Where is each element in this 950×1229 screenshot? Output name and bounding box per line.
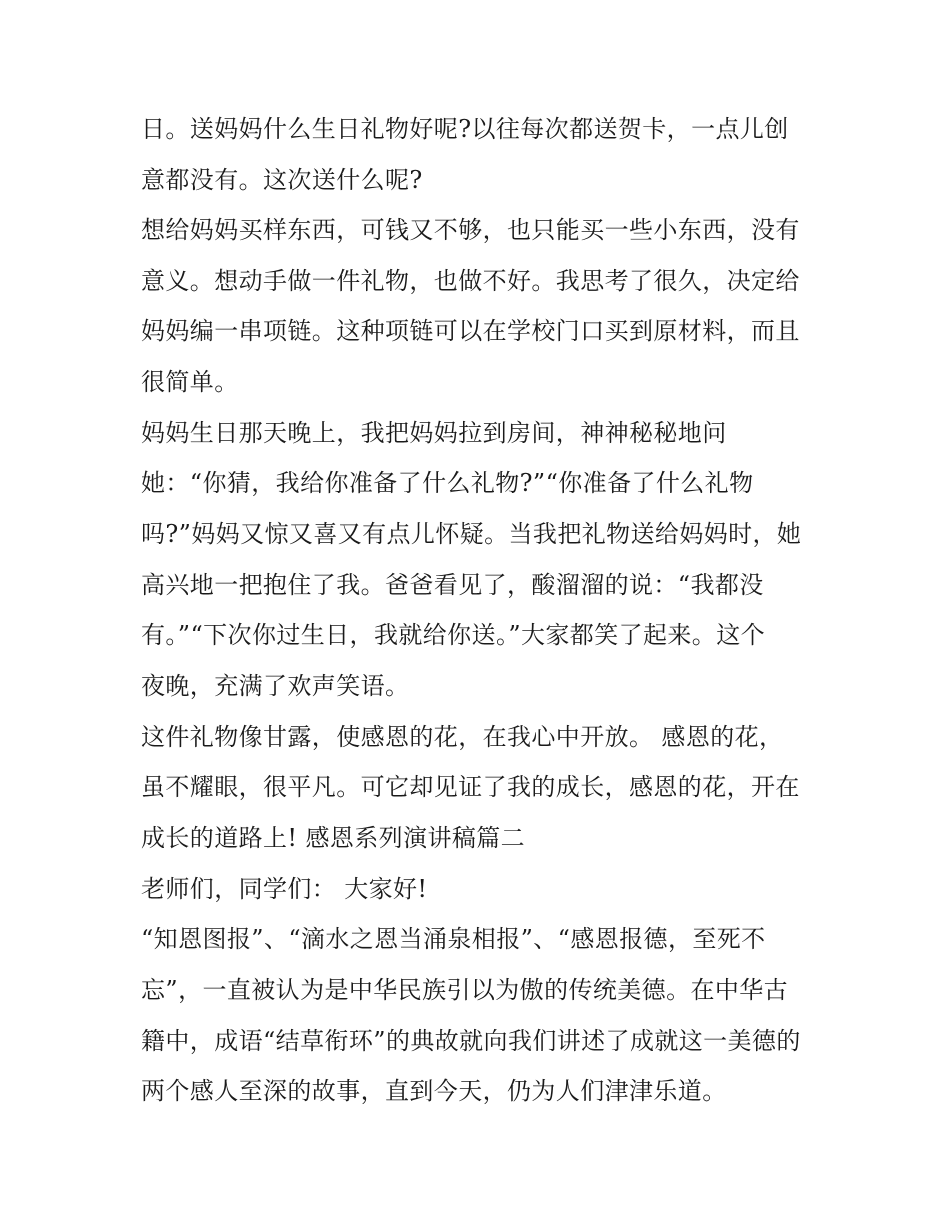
text-line: 夜晚，充满了欢声笑语。	[141, 672, 410, 700]
text-line: 妈妈生日那天晚上，我把妈妈拉到房间，神神秘秘地问	[141, 419, 727, 447]
text-line: 意义。想动手做一件礼物，也做不好。我思考了很久，决定给	[141, 267, 800, 295]
text-line: 两个感人至深的故事，直到今天，仍为人们津津乐道。	[141, 1077, 727, 1105]
text-line: 成长的道路上! 感恩系列演讲稿篇二	[141, 824, 526, 852]
text-line: 老师们，同学们： 大家好!	[141, 875, 428, 903]
text-line: 很简单。	[141, 368, 239, 396]
text-line: 虽不耀眼，很平凡。可它却见证了我的成长，感恩的花，开在	[141, 773, 800, 801]
text-line: 有。”“下次你过生日，我就给你送。”大家都笑了起来。这个	[141, 621, 766, 649]
text-line: 忘”，一直被认为是中华民族引以为傲的传统美德。在中华古	[141, 976, 789, 1004]
text-line: 她：“你猜，我给你准备了什么礼物?”“你准备了什么礼物	[141, 469, 754, 497]
text-line: 想给妈妈买样东西，可钱又不够，也只能买一些小东西，没有	[141, 216, 800, 244]
text-line: “知恩图报”、“滴水之恩当涌泉相报”、“感恩报德，至死不	[141, 925, 766, 953]
text-line: 这件礼物像甘露，使感恩的花，在我心中开放。 感恩的花，	[141, 723, 784, 751]
text-line: 妈妈编一串项链。这种项链可以在学校门口买到原材料，而且	[141, 317, 800, 345]
text-line: 意都没有。这次送什么呢?	[141, 166, 423, 194]
text-line: 籍中，成语“结草衔环”的典故就向我们讲述了成就这一美德的	[141, 1027, 801, 1055]
text-line: 吗?”妈妈又惊又喜又有点儿怀疑。当我把礼物送给妈妈时，她	[141, 520, 802, 548]
text-line: 日。送妈妈什么生日礼物好呢?以往每次都送贺卡，一点儿创	[141, 115, 789, 143]
text-line: 高兴地一把抱住了我。爸爸看见了，酸溜溜的说：“我都没	[141, 571, 764, 599]
